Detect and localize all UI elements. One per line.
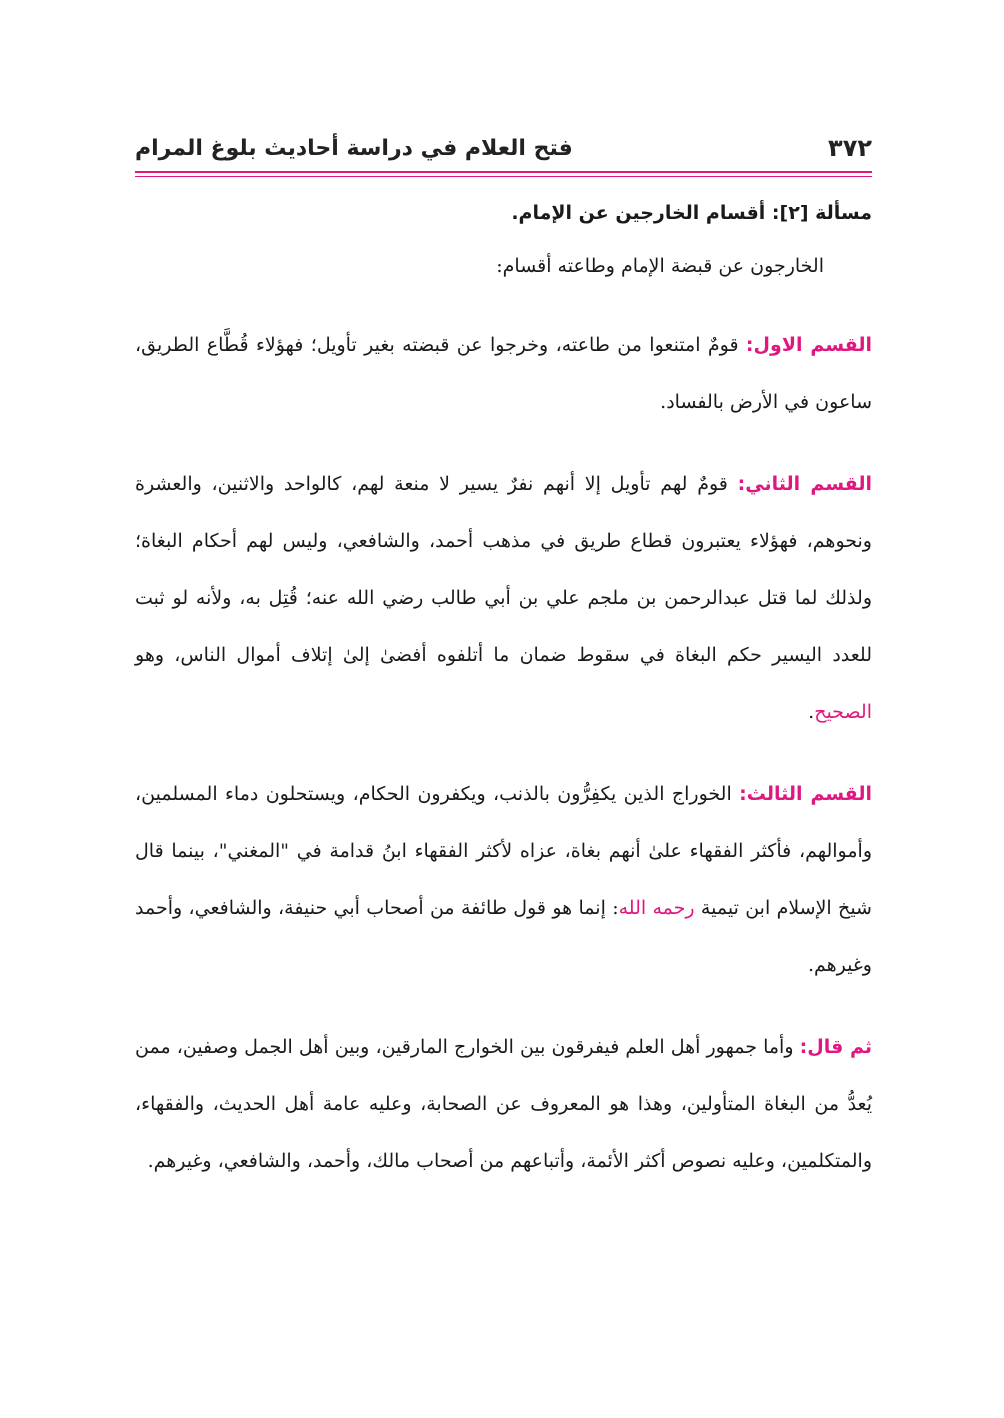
book-title: فتح العلام في دراسة أحاديث بلوغ المرام bbox=[135, 135, 573, 161]
page-body bbox=[135, 188, 872, 1215]
section-first-text: قومٌ امتنعوا من طاعته، وخرجوا عن قبضته بغير تأويل؛ فهؤلاء قُطَّاع الطريق، ساعون في الأرض بالفساد. bbox=[135, 334, 872, 413]
issue-prefix: مسألة [٢]: bbox=[771, 202, 872, 224]
section-third-accent: رحمه الله bbox=[618, 897, 695, 919]
section-fourth-label: ثم قال: bbox=[799, 1036, 872, 1058]
page-header bbox=[135, 128, 872, 168]
issue-heading bbox=[135, 188, 872, 238]
issue-title: أقسام الخارجين عن الإمام. bbox=[511, 202, 766, 224]
section-fourth bbox=[135, 1019, 872, 1190]
document-page bbox=[135, 0, 872, 1418]
section-second-text: قومٌ لهم تأويل إلا أنهم نفرٌ يسير لا منعة لهم، كالواحد والاثنين، والعشرة ونحوهم، فهؤلاء يعتبرون قطاع طريق في مذهب أحمد، والشافعي، وليس لهم أحكام البغاة؛ ولذلك لما قتل عبدالرحمن بن ملجم علي بن أبي طالب رضي الله عنه؛ قُتِل به، ولأنه لو ثبت للعدد اليسير حكم البغاة في سقوط ضمان ما أتلفوه أفضىٰ إلىٰ إتلاف أموال الناس، وهو bbox=[135, 473, 872, 666]
section-first bbox=[135, 317, 872, 431]
section-second bbox=[135, 456, 872, 741]
section-fourth-text: وأما جمهور أهل العلم فيفرقون بين الخوارج المارقين، وبين أهل الجمل وصفين، ممن يُعدُّ من البغاة المتأولين، وهذا هو المعروف عن الصحابة، وعليه عامة أهل الحديث، والفقهاء، والمتكلمين، وعليه نصوص أكثر الأئمة، وأتباعهم من أصحاب مالك، وأحمد، والشافعي، وغيرهم. bbox=[135, 1036, 872, 1172]
section-second-accent: الصحيح bbox=[814, 701, 872, 723]
section-third-tail: : إنما هو قول طائفة من أصحاب أبي حنيفة، والشافعي، وأحمد وغيرهم. bbox=[135, 897, 872, 976]
header-rule-thick bbox=[135, 171, 872, 173]
section-first-label: القسم الاول: bbox=[745, 334, 872, 356]
page-number: ٣٧٢ bbox=[828, 134, 872, 162]
section-third-label: القسم الثالث: bbox=[739, 783, 872, 805]
intro-paragraph: الخارجون عن قبضة الإمام وطاعته أقسام: bbox=[496, 255, 824, 277]
header-rule-thin bbox=[135, 176, 872, 177]
section-third-text: الخوراج الذين يكفِرُّون بالذنب، ويكفرون الحكام، ويستحلون دماء المسلمين، وأموالهم، فأكثر الفقهاء علىٰ أنهم بغاة، عزاه لأكثر الفقهاء ابنُ قدامة في "المغني"، بينما قال شيخ الإسلام ابن تيمية bbox=[135, 783, 872, 919]
section-second-label: القسم الثاني: bbox=[737, 473, 872, 495]
section-third bbox=[135, 766, 872, 994]
section-second-tail: . bbox=[808, 701, 815, 723]
